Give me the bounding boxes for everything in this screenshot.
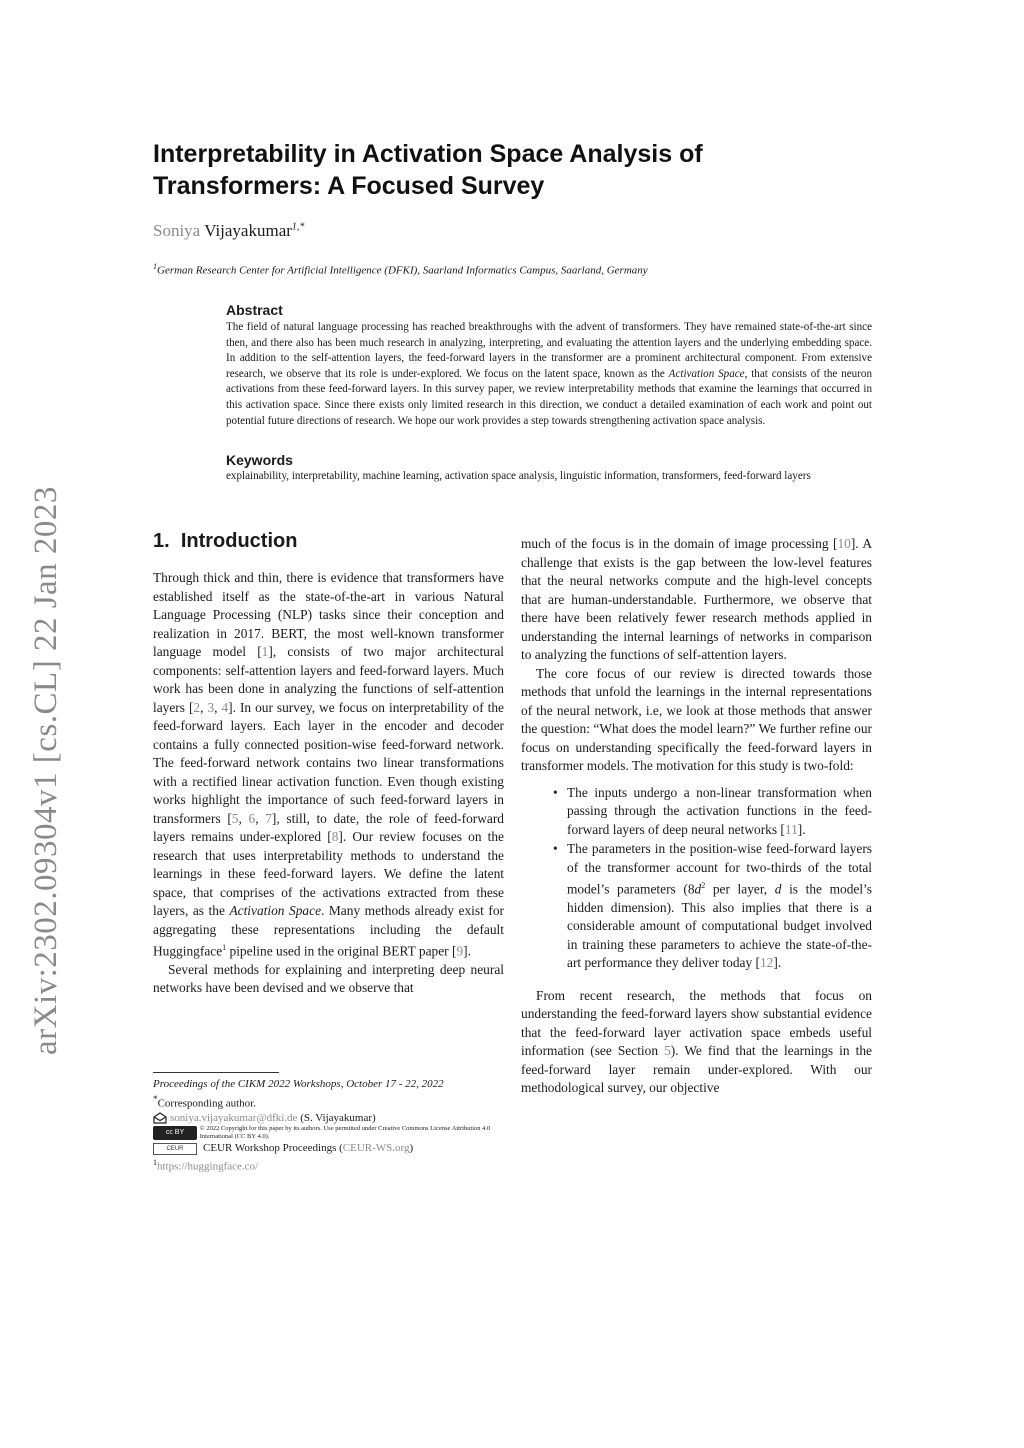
ceur-logo: CEUR — [153, 1143, 197, 1155]
arxiv-stamp: arXiv:2302.09304v1 [cs.CL] 22 Jan 2023 — [28, 486, 64, 1055]
huggingface-footnote: $^1$https://huggingface.co/ — [153, 1157, 259, 1173]
abstract-part: , that consists of the neuron activations from these feed-forward layers. In this survey paper, we review interpretability methods that examine the learnings that occurred in this activation space. Since there exists only limited research in this direction, we conduct a detailed examination of each work and point out potential future directions of research. We hope our work provides a step towards strengthening activation space analysis. — [226, 367, 872, 427]
keywords-text: explainability, interpretability, machine learning, activation space analysis, linguistic information, transformers, feed-forward layers — [226, 470, 811, 482]
citation-link[interactable]: 9 — [456, 943, 464, 959]
huggingface-link[interactable]: https://huggingface.co/ — [157, 1160, 259, 1173]
list-item: • The inputs undergo a non-linear transformation when passing through the activation functions in the feed-forward layers of deep neural networks [11]. — [567, 784, 872, 840]
affiliation-text: German Research Center for Artificial Intelligence (DFKI), Saarland Informatics Campus, Saarland, Germany — [157, 264, 648, 277]
copyright-note — [153, 1125, 523, 1141]
motivation-list — [521, 784, 872, 973]
list-item: • The parameters in the position-wise feed-forward layers of the transformer account for two-thirds of the total model’s parameters (8d$^2$ per layer, d is the model’s hidden dimension). This also implies that there is a considerable amount of computational budget involved in training these parameters to achieve the state-of-the-art performance they deliver today [12]. — [567, 840, 872, 973]
abstract-part: The field of natural language processing has reached breakthroughs with the advent of transformers. They have remained state-of-the-art since then, and there also has been much research in analyzing, interpreting, and evaluating the attention layers and the underlying embedding space. In addition to the self-attention layers, the feed-forward layers in the transformer are a prominent architectural component. From extensive research, we observe that its role is under-explored. We focus on the latent space, known as the — [226, 321, 872, 380]
citation-link[interactable]: 2 — [193, 699, 201, 715]
citation-link[interactable]: 6 — [248, 810, 256, 826]
intro-paragraph-4: The core focus of our review is directed towards those methods that unfold the learnings in the internal representations of the neural network, i.e, we look at those methods that answer the question: “What does the model learn?” We further refine our focus on understanding specifically the feed-forward layers in transformer models. The motivation for this study is two-fold: — [521, 665, 872, 773]
title-line-1: Interpretability in Activation Space Analysis of — [153, 140, 703, 168]
section-link[interactable]: 5 — [664, 1043, 671, 1059]
section-title: Introduction — [180, 530, 298, 552]
citation-link[interactable]: 11 — [784, 821, 798, 837]
email-note: soniya.vijayakumar@dfki.de (S. Vijayakumar) — [153, 1111, 523, 1126]
ceur-note: CEUR CEUR Workshop Proceedings (CEUR-WS.org) — [153, 1141, 523, 1156]
proceedings-note: Proceedings of the CIKM 2022 Workshops, October 17 - 22, 2022 — [153, 1078, 444, 1090]
intro-paragraph-2: Several methods for explaining and interpreting deep neural networks have been devised and we observe that — [153, 961, 504, 996]
paper-title — [153, 138, 853, 202]
abstract-text — [226, 320, 872, 429]
affiliation-mark: 1 — [153, 262, 157, 271]
citation-link[interactable]: 3 — [207, 699, 215, 715]
right-column — [521, 535, 872, 1098]
email-link[interactable]: soniya.vijayakumar@dfki.de — [170, 1111, 298, 1124]
section-number: 1. — [153, 530, 170, 552]
citation-link[interactable]: 5 — [231, 810, 239, 826]
title-line-2: Transformers: A Focused Survey — [153, 172, 545, 200]
citation-link[interactable]: 8 — [331, 829, 339, 844]
footnote-rule — [153, 1072, 279, 1073]
left-column — [153, 569, 504, 998]
intro-paragraph-5: From recent research, the methods that focus on understanding the feed-forward layers show substantial evidence that the feed-forward layer activation space embeds useful information (see Section 5). We find that the learnings in the feed-forward layer remain under-explored. With our methodological survey, our objective — [521, 987, 872, 1096]
citation-link[interactable]: 7 — [265, 810, 272, 826]
ceur-link[interactable]: CEUR-WS.org — [342, 1142, 410, 1155]
footnotes — [153, 1077, 523, 1174]
intro-paragraph-1: Through thick and thin, there is evidence that transformers have established itself as the state-of-the-art in various Natural Language Processing (NLP) tasks since their conception and realization in 2017. BERT, the most well-known transformer language model [1], consists of two major architectural components: self-attention layers and feed-forward layers. Much work has been done in analyzing the functions of self-attention layers [2, 3, 4]. In our survey, we focus on interpretability of the feed-forward layers. Each layer in the encoder and decoder contains a fully connected position-wise feed-forward network. The feed-forward network contains two linear transformations with a rectified linear activation function. Even though existing works highlight the importance of such feed-forward layers in transformers [5, 6, 7], still, to date, the role of feed-forward layers remains under-explored [8]. Our review focuses on the research that uses interpretability methods to understand the learnings in these feed-forward layers. We define the latent space, that comprises of the activations extracted from these layers, as the Activation Space. Many methods already exist for aggregating these representations including the default Huggingface$^1$ pipeline used in the original BERT paper [9]. — [153, 570, 504, 959]
abstract-heading: Abstract — [226, 302, 283, 318]
author-line — [153, 221, 304, 241]
envelope-icon — [153, 1112, 167, 1124]
citation-link[interactable]: 10 — [837, 536, 851, 551]
author-marks: 1,* — [291, 221, 305, 233]
keywords-heading: Keywords — [226, 452, 293, 468]
corresponding-note: *Corresponding author. — [153, 1093, 256, 1110]
footnote-mark[interactable]: 1 — [222, 943, 227, 952]
affiliation — [153, 262, 648, 277]
citation-link[interactable]: 4 — [221, 699, 229, 715]
citation-link[interactable]: 1 — [261, 644, 269, 659]
cc-by-badge: cc BY — [153, 1126, 197, 1140]
copyright-text: © 2022 Copyright for this paper by its authors. Use permitted under Creative Commons License Attribution 4.0 International (CC BY 4.0). — [199, 1125, 491, 1141]
citation-link[interactable]: 12 — [759, 955, 774, 971]
abstract-emph: Activation Space — [668, 367, 745, 380]
section-heading-introduction — [153, 530, 297, 553]
author-first-name: Soniya — [153, 221, 201, 240]
intro-paragraph-3: much of the focus is in the domain of image processing [10]. A challenge that exists is the gap between the low-level features that the neural networks compute and the high-level concepts that are human-understandable. Furthermore, we observe that there have been relatively fewer research methods applied in understanding the internal learnings of networks in comparison to analyzing the functions of self-attention layers. — [521, 536, 872, 662]
author-last-name: Vijayakumar — [204, 221, 292, 240]
